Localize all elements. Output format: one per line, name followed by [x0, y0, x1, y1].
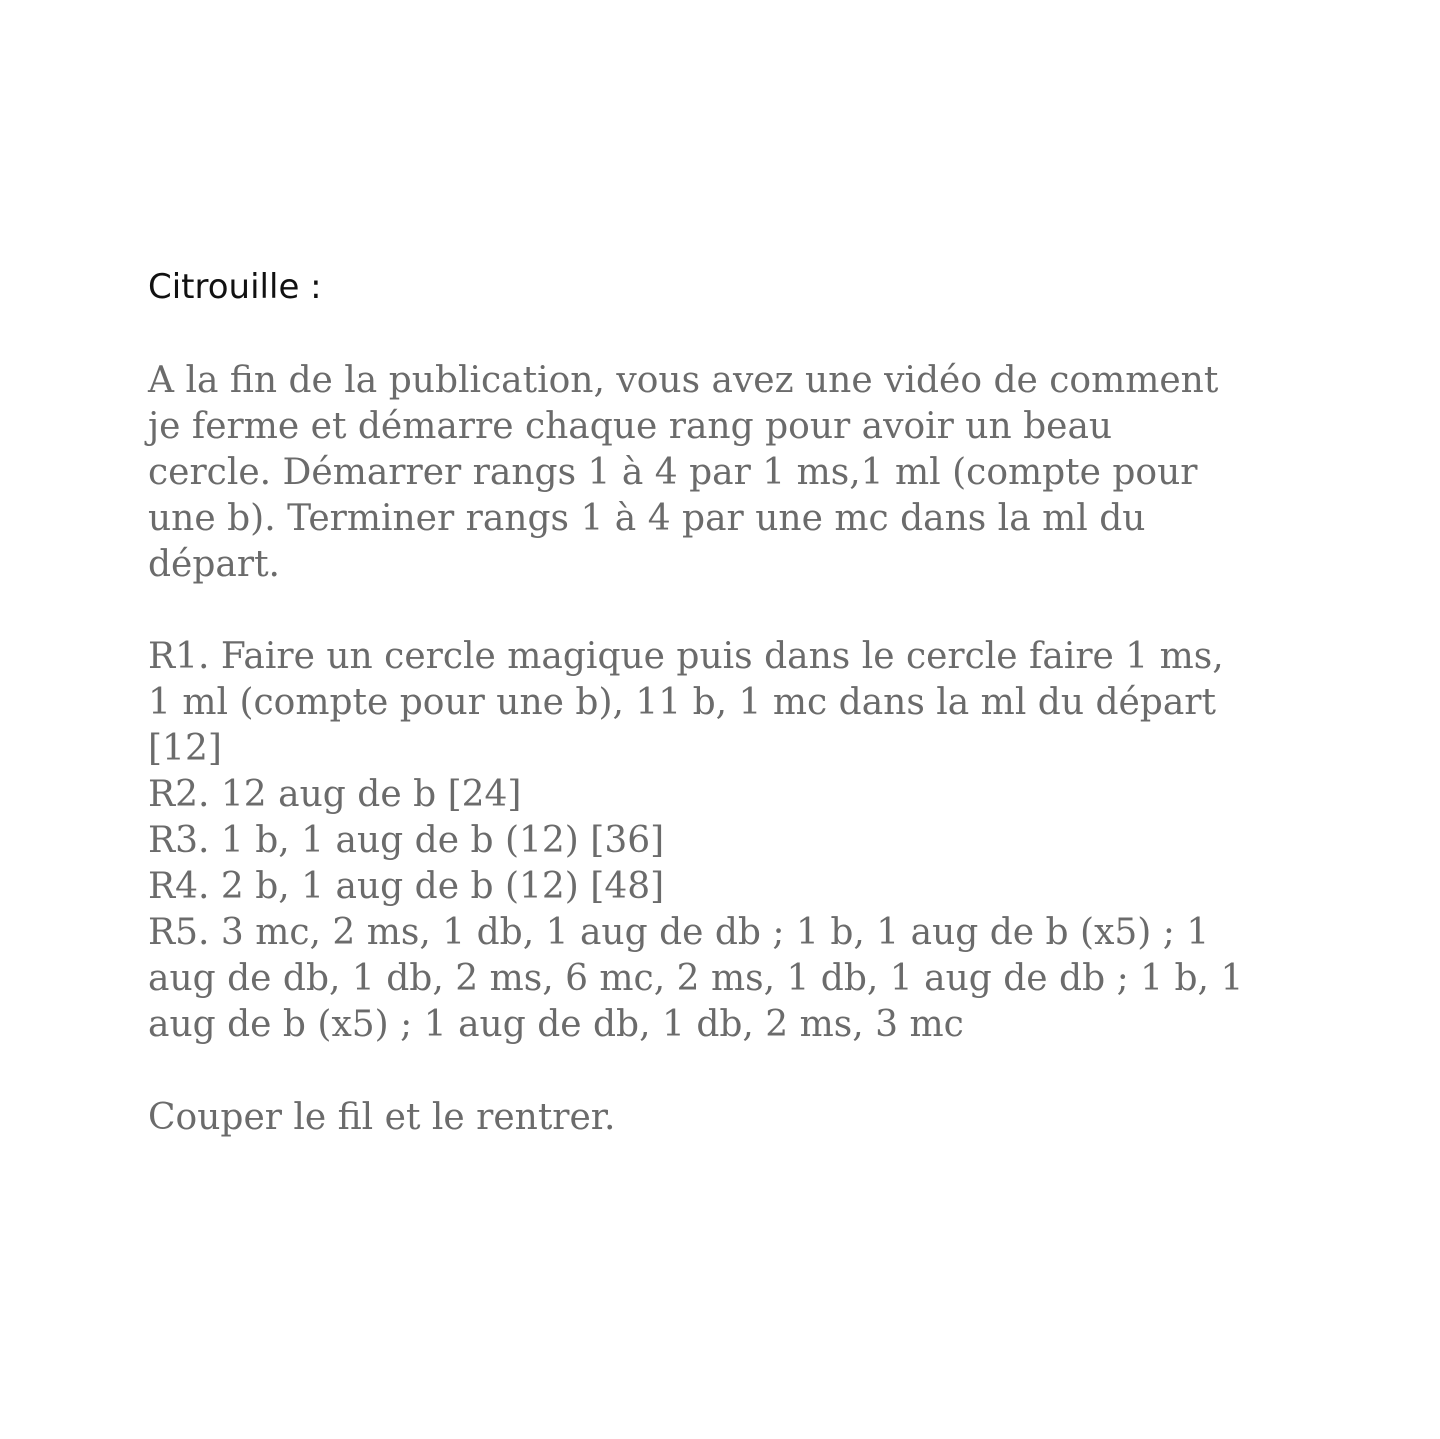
row-line: R5. 3 mc, 2 ms, 1 db, 1 aug de db ; 1 b, 1 aug de b (x5) ; 1: [148, 912, 1210, 953]
intro-line: cercle. Démarrer rangs 1 à 4 par 1 ms,1 ml (compte pour: [148, 452, 1198, 493]
row-line: R2. 12 aug de b [24]: [148, 774, 522, 815]
closing-instruction: [148, 1095, 1288, 1141]
row-line: aug de b (x5) ; 1 aug de db, 1 db, 2 ms, 3 mc: [148, 1004, 964, 1045]
row-line: aug de db, 1 db, 2 ms, 6 mc, 2 ms, 1 db, 1 aug de db ; 1 b, 1: [148, 958, 1244, 999]
intro-line: je ferme et démarre chaque rang pour avoir un beau: [148, 406, 1113, 447]
row-line: [12]: [148, 728, 222, 769]
row-line: R3. 1 b, 1 aug de b (12) [36]: [148, 820, 665, 861]
intro-line: A la fin de la publication, vous avez une vidéo de comment: [148, 360, 1219, 401]
intro-line: départ.: [148, 544, 280, 585]
closing-line: Couper le fil et le rentrer.: [148, 1097, 616, 1138]
pattern-title: Citrouille :: [148, 267, 322, 307]
rows-instructions: [148, 634, 1288, 1048]
intro-paragraph: [148, 358, 1288, 588]
row-line: 1 ml (compte pour une b), 11 b, 1 mc dans la ml du départ: [148, 682, 1216, 723]
row-line: R1. Faire un cercle magique puis dans le cercle faire 1 ms,: [148, 636, 1224, 677]
row-line: R4. 2 b, 1 aug de b (12) [48]: [148, 866, 665, 907]
intro-line: une b). Terminer rangs 1 à 4 par une mc dans la ml du: [148, 498, 1146, 539]
